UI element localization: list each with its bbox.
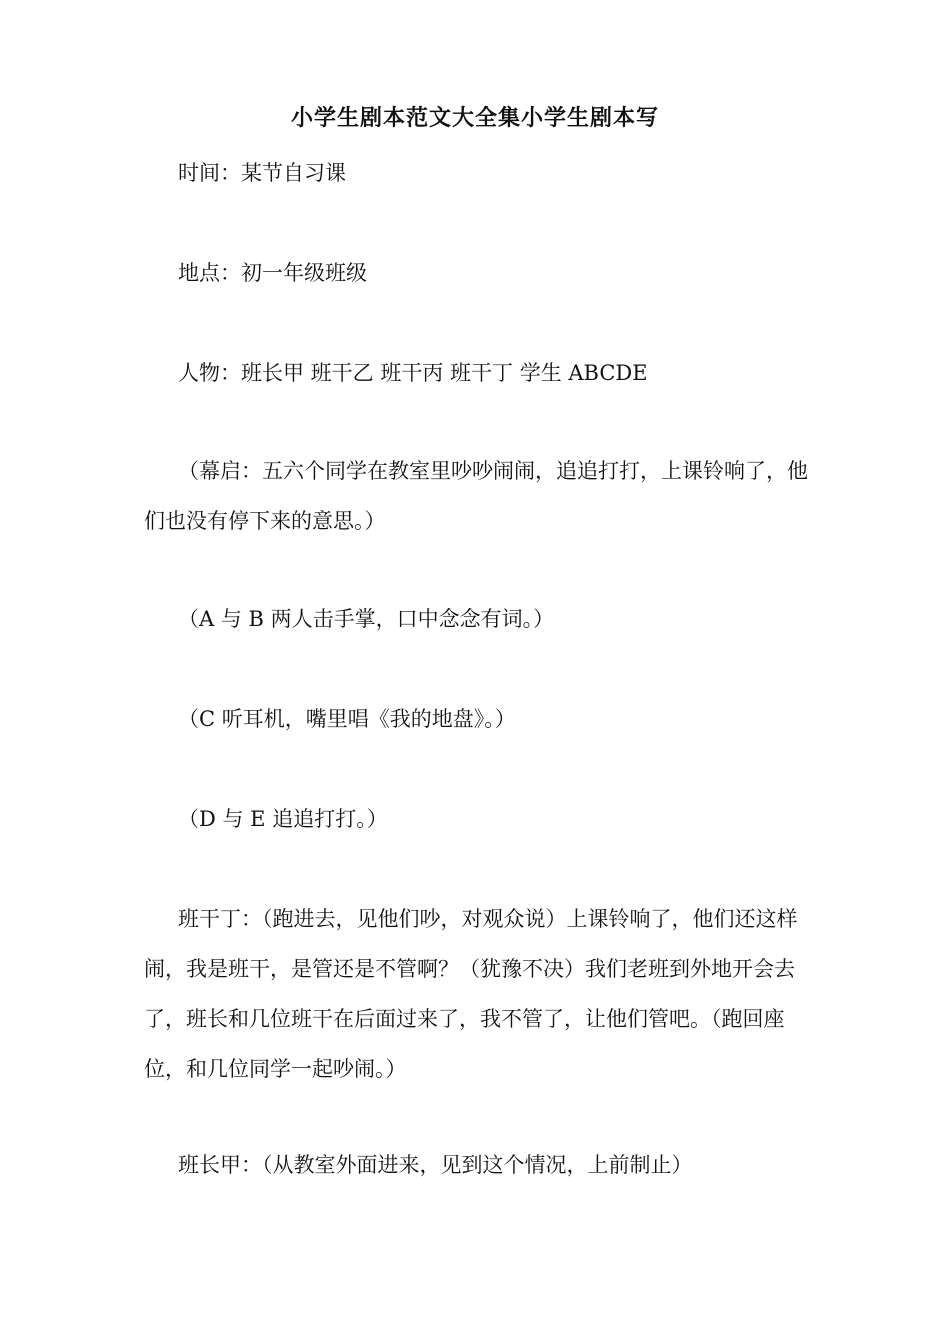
- paragraph-stage-direction-ab: （A 与 B 两人击手掌，口中念念有词。）: [178, 607, 555, 631]
- paragraph-characters: 人物：班长甲 班干乙 班干丙 班干丁 学生 ABCDE: [178, 361, 648, 385]
- paragraph-dialogue-jia: 班长甲：（从教室外面进来，见到这个情况，上前制止）: [178, 1153, 693, 1177]
- paragraph-time: 时间：某节自习课: [178, 161, 346, 185]
- paragraph-stage-direction-de: （D 与 E 追追打打。）: [178, 807, 388, 831]
- paragraph-stage-direction-c: （C 听耳机，嘴里唱《我的地盘》。）: [178, 707, 516, 731]
- document-title: 小学生剧本范文大全集小学生剧本写: [290, 105, 659, 131]
- paragraph-dialogue-ding: 班干丁：（跑进去，见他们吵，对观众说）上课铃响了，他们还这样闹，我是班干，是管还是不管啊？（犹豫不决）我们老班到外地开会去了，班长和几位班干在后面过来了，我不管了，让他们管吧。（跑回座位，和几位同学一起吵闹。）: [144, 907, 798, 1081]
- paragraph-place: 地点：初一年级班级: [178, 261, 367, 285]
- paragraph-opening-stage-direction: （幕启：五六个同学在教室里吵吵闹闹，追追打打，上课铃响了，他们也没有停下来的意思。）: [144, 459, 808, 533]
